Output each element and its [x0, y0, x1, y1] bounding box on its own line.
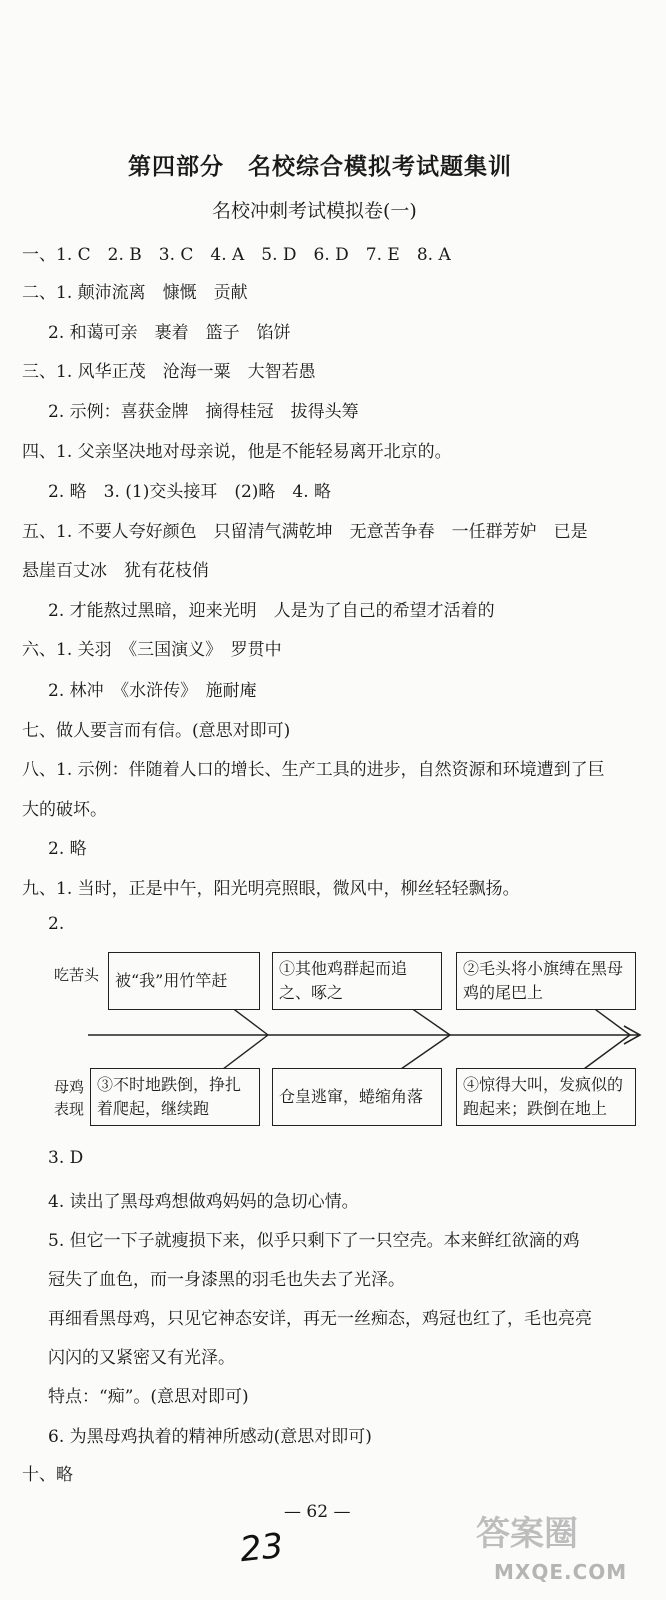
- answer-line: 特点：“痴”。(意思对即可): [48, 1387, 249, 1407]
- answer-line: 一、1. C 2. B 3. C 4. A 5. D 6. D 7. E 8. A: [22, 245, 451, 265]
- answer-line: 2. 和蔼可亲 裹着 篮子 馅饼: [48, 323, 291, 343]
- answer-line: 三、1. 风华正茂 沧海一粟 大智若愚: [22, 362, 316, 382]
- answer-line: 2. 略: [48, 839, 87, 859]
- watermark-logo: 答案圈: [476, 1514, 578, 1554]
- diagram-bottom-label-2: 表现: [54, 1100, 85, 1118]
- answer-line: 冠失了血色，而一身漆黑的羽毛也失去了光泽。: [48, 1270, 405, 1290]
- diagram-box-top-1: 被“我”用竹竿赶: [108, 952, 260, 1010]
- page-number: — 62 —: [284, 1502, 351, 1522]
- answer-line: 大的破坏。: [22, 800, 107, 820]
- answer-line: 2. 略 3. (1)交头接耳 (2)略 4. 略: [48, 482, 332, 502]
- answer-line: 4. 读出了黑母鸡想做鸡妈妈的急切心情。: [48, 1192, 359, 1212]
- handwritten-number: 23: [238, 1525, 286, 1571]
- answer-line: 七、做人要言而有信。(意思对即可): [22, 721, 291, 741]
- answer-line: 2. 示例：喜获金牌 摘得桂冠 拔得头筹: [48, 402, 359, 422]
- answer-line: 闪闪的又紧密又有光泽。: [48, 1348, 235, 1368]
- answer-line: 六、1. 关羽 《三国演义》 罗贯中: [22, 640, 282, 660]
- answer-line: 二、1. 颠沛流离 慷慨 贡献: [22, 283, 248, 303]
- answer-line: 2. 才能熬过黑暗，迎来光明 人是为了自己的希望才活着的: [48, 601, 495, 621]
- diagram-box-bottom-3: ④惊得大叫，发疯似的跑起来；跌倒在地上: [456, 1068, 636, 1126]
- answer-line: 6. 为黑母鸡执着的精神所感动(意思对即可): [48, 1427, 372, 1447]
- diagram-bottom-label-1: 母鸡: [54, 1078, 85, 1096]
- answer-line: 2. 林冲 《水浒传》 施耐庵: [48, 681, 257, 701]
- answer-line: 5. 但它一下子就瘦损下来，似乎只剩下了一只空壳。本来鲜红欲滴的鸡: [48, 1231, 580, 1251]
- answer-line: 十、略: [22, 1465, 73, 1485]
- watermark-url: MXQE.COM: [494, 1560, 628, 1584]
- answer-line: 悬崖百丈冰 犹有花枝俏: [22, 561, 209, 581]
- answer-line: 3. D: [48, 1148, 84, 1168]
- diagram-box-bottom-1: ③不时地跌倒，挣扎着爬起，继续跑: [90, 1068, 260, 1126]
- diagram-box-bottom-2: 仓皇逃窜，蜷缩角落: [272, 1068, 442, 1126]
- answer-line: 四、1. 父亲坚决地对母亲说，他是不能轻易离开北京的。: [22, 442, 452, 462]
- answer-line: 再细看黑母鸡，只见它神态安详，再无一丝痴态，鸡冠也红了，毛也亮亮: [48, 1309, 592, 1329]
- answer-line: 九、1. 当时，正是中午，阳光明亮照眼，微风中，柳丝轻轻飘扬。: [22, 879, 520, 899]
- diagram-box-top-3: ②毛头将小旗缚在黑母鸡的尾巴上: [456, 952, 636, 1010]
- paper-title: 名校冲刺考试模拟卷(一): [212, 200, 417, 222]
- diagram-box-top-2: ①其他鸡群起而追之、啄之: [272, 952, 442, 1010]
- answer-line: 八、1. 示例：伴随着人口的增长、生产工具的进步，自然资源和环境遭到了巨: [22, 760, 605, 780]
- answer-line: 五、1. 不要人夸好颜色 只留清气满乾坤 无意苦争春 一任群芳妒 已是: [22, 522, 588, 542]
- answer-line: 2.: [48, 914, 65, 934]
- diagram-top-label: 吃苦头: [54, 966, 100, 984]
- section-title: 第四部分 名校综合模拟考试题集训: [128, 154, 512, 180]
